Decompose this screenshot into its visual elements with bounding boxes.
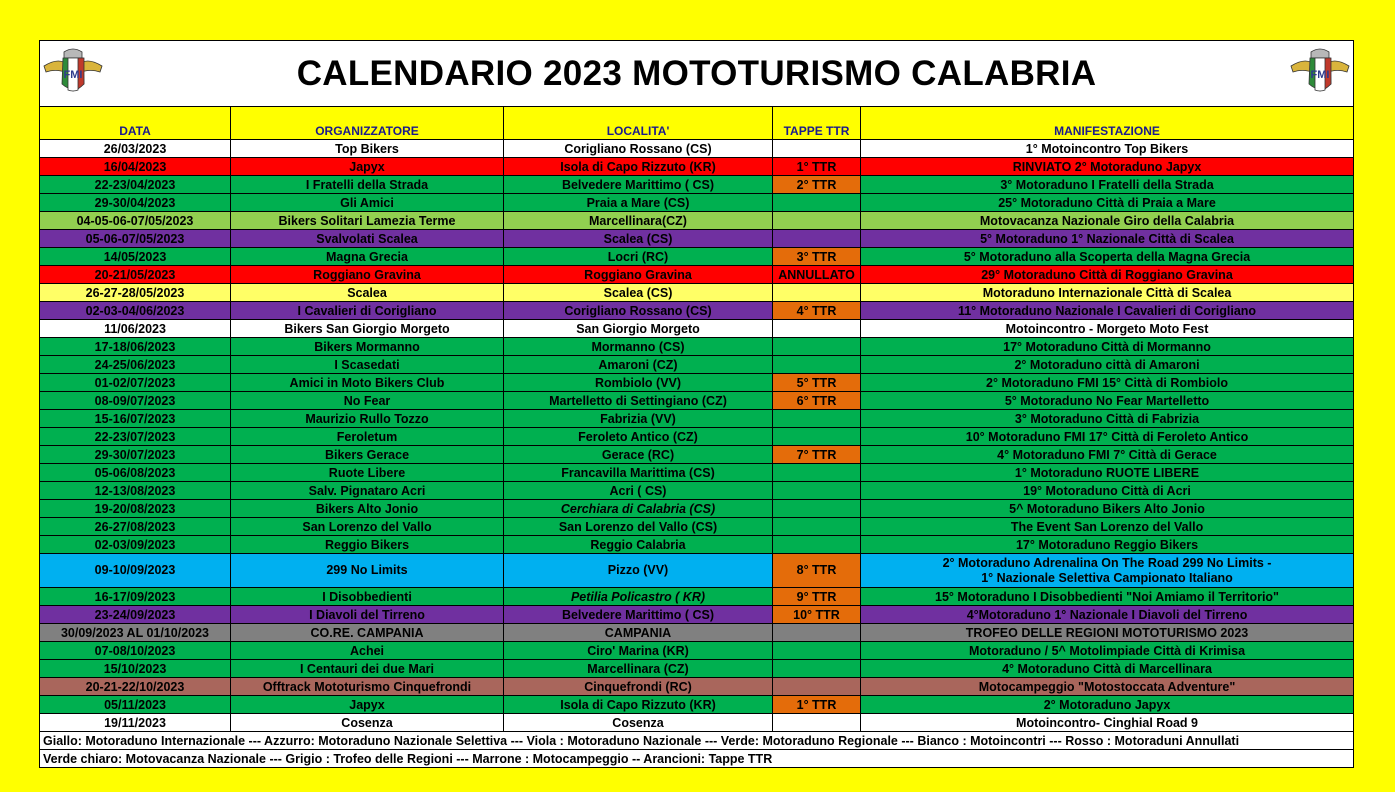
event-cell: 1° Motoincontro Top Bikers xyxy=(861,140,1354,158)
table-row xyxy=(40,696,1354,714)
table-row xyxy=(40,284,1354,302)
date-cell: 24-25/06/2023 xyxy=(40,356,231,374)
ttr-cell xyxy=(773,714,861,732)
location-cell: Scalea (CS) xyxy=(504,230,773,248)
legend-text: Verde chiaro: Motovacanza Nazionale --- Grigio : Trofeo delle Regioni --- Marrone : Motocampeggio -- Arancioni: Tappe TTR xyxy=(40,750,1354,768)
table-row xyxy=(40,660,1354,678)
location-cell: Locri (RC) xyxy=(504,248,773,266)
organizer-cell: I Centauri dei due Mari xyxy=(231,660,504,678)
location-cell: Isola di Capo Rizzuto (KR) xyxy=(504,696,773,714)
table-row xyxy=(40,374,1354,392)
organizer-cell: Roggiano Gravina xyxy=(231,266,504,284)
ttr-cell: 6° TTR xyxy=(773,392,861,410)
header-tappe-ttr: TAPPE TTR xyxy=(773,107,861,140)
date-cell: 22-23/04/2023 xyxy=(40,176,231,194)
date-cell: 29-30/04/2023 xyxy=(40,194,231,212)
organizer-cell: CO.RE. CAMPANIA xyxy=(231,624,504,642)
ttr-cell xyxy=(773,356,861,374)
organizer-cell: San Lorenzo del Vallo xyxy=(231,518,504,536)
ttr-cell xyxy=(773,642,861,660)
organizer-cell: I Diavoli del Tirreno xyxy=(231,606,504,624)
date-cell: 05-06/08/2023 xyxy=(40,464,231,482)
table-row xyxy=(40,606,1354,624)
organizer-cell: Achei xyxy=(231,642,504,660)
ttr-cell: 7° TTR xyxy=(773,446,861,464)
event-cell: 10° Motoraduno FMI 17° Città di Feroleto Antico xyxy=(861,428,1354,446)
location-cell: Corigliano Rossano (CS) xyxy=(504,140,773,158)
location-cell: Francavilla Marittima (CS) xyxy=(504,464,773,482)
location-cell: Marcellinara (CZ) xyxy=(504,660,773,678)
ttr-cell: 5° TTR xyxy=(773,374,861,392)
event-cell: 2° Motoraduno città di Amaroni xyxy=(861,356,1354,374)
location-cell: Belvedere Marittimo ( CS) xyxy=(504,606,773,624)
location-cell: Fabrizia (VV) xyxy=(504,410,773,428)
date-cell: 16/04/2023 xyxy=(40,158,231,176)
location-cell: Praia a Mare (CS) xyxy=(504,194,773,212)
table-row xyxy=(40,302,1354,320)
header-localita: LOCALITA' xyxy=(504,107,773,140)
organizer-cell: Scalea xyxy=(231,284,504,302)
table-row xyxy=(40,500,1354,518)
table-row xyxy=(40,176,1354,194)
ttr-cell xyxy=(773,320,861,338)
date-cell: 30/09/2023 AL 01/10/2023 xyxy=(40,624,231,642)
date-cell: 26/03/2023 xyxy=(40,140,231,158)
ttr-cell xyxy=(773,678,861,696)
ttr-cell xyxy=(773,518,861,536)
ttr-cell: 10° TTR xyxy=(773,606,861,624)
table-row xyxy=(40,536,1354,554)
location-cell: Rombiolo (VV) xyxy=(504,374,773,392)
event-cell: 2° Motoraduno FMI 15° Città di Rombiolo xyxy=(861,374,1354,392)
organizer-cell: Salv. Pignataro Acri xyxy=(231,482,504,500)
ttr-cell xyxy=(773,194,861,212)
ttr-cell xyxy=(773,464,861,482)
organizer-cell: Japyx xyxy=(231,696,504,714)
location-cell: Martelletto di Settingiano (CZ) xyxy=(504,392,773,410)
ttr-cell xyxy=(773,140,861,158)
table-row xyxy=(40,624,1354,642)
date-cell: 19/11/2023 xyxy=(40,714,231,732)
event-cell: Motoincontro - Morgeto Moto Fest xyxy=(861,320,1354,338)
date-cell: 17-18/06/2023 xyxy=(40,338,231,356)
event-cell: 1° Motoraduno RUOTE LIBERE xyxy=(861,464,1354,482)
event-cell: 5° Motoraduno alla Scoperta della Magna Grecia xyxy=(861,248,1354,266)
date-cell: 02-03/09/2023 xyxy=(40,536,231,554)
date-cell: 16-17/09/2023 xyxy=(40,588,231,606)
organizer-cell: I Scasedati xyxy=(231,356,504,374)
date-cell: 15-16/07/2023 xyxy=(40,410,231,428)
ttr-cell xyxy=(773,428,861,446)
event-cell: 5^ Motoraduno Bikers Alto Jonio xyxy=(861,500,1354,518)
legend-row xyxy=(40,732,1354,750)
table-row xyxy=(40,140,1354,158)
organizer-cell: Bikers San Giorgio Morgeto xyxy=(231,320,504,338)
ttr-cell xyxy=(773,482,861,500)
location-cell: Ciro' Marina (KR) xyxy=(504,642,773,660)
location-cell: Petilia Policastro ( KR) xyxy=(504,588,773,606)
organizer-cell: Bikers Alto Jonio xyxy=(231,500,504,518)
event-cell xyxy=(861,554,1354,588)
ttr-cell xyxy=(773,624,861,642)
ttr-cell: 1° TTR xyxy=(773,158,861,176)
organizer-cell: Top Bikers xyxy=(231,140,504,158)
date-cell: 19-20/08/2023 xyxy=(40,500,231,518)
event-cell: RINVIATO 2° Motoraduno Japyx xyxy=(861,158,1354,176)
ttr-cell xyxy=(773,284,861,302)
event-cell: Motoraduno Internazionale Città di Scalea xyxy=(861,284,1354,302)
event-cell: 29° Motoraduno Città di Roggiano Gravina xyxy=(861,266,1354,284)
date-cell: 08-09/07/2023 xyxy=(40,392,231,410)
location-cell: Pizzo (VV) xyxy=(504,554,773,588)
event-line: 2° Motoraduno Adrenalina On The Road 299 No Limits - xyxy=(861,556,1353,571)
location-cell: Belvedere Marittimo ( CS) xyxy=(504,176,773,194)
date-cell: 14/05/2023 xyxy=(40,248,231,266)
location-cell: San Lorenzo del Vallo (CS) xyxy=(504,518,773,536)
date-cell: 02-03-04/06/2023 xyxy=(40,302,231,320)
event-cell: The Event San Lorenzo del Vallo xyxy=(861,518,1354,536)
location-cell: Isola di Capo Rizzuto (KR) xyxy=(504,158,773,176)
event-cell: 5° Motoraduno 1° Nazionale Città di Scalea xyxy=(861,230,1354,248)
table-row xyxy=(40,554,1354,588)
table-row xyxy=(40,518,1354,536)
date-cell: 20-21/05/2023 xyxy=(40,266,231,284)
table-row xyxy=(40,230,1354,248)
event-line: 1° Nazionale Selettiva Campionato Italiano xyxy=(861,571,1353,586)
legend-text: Giallo: Motoraduno Internazionale --- Azzurro: Motoraduno Nazionale Selettiva --- Viola : Motoraduno Nazionale --- Verde: Motoraduno Regionale --- Bianco : Motoincontri --- Rosso : Motoraduni Annullati xyxy=(40,732,1354,750)
table-row xyxy=(40,642,1354,660)
bottom-spacer-cell xyxy=(40,768,1354,792)
ttr-cell xyxy=(773,536,861,554)
table-row xyxy=(40,410,1354,428)
location-cell: Cinquefrondi (RC) xyxy=(504,678,773,696)
location-cell: Gerace (RC) xyxy=(504,446,773,464)
organizer-cell: I Fratelli della Strada xyxy=(231,176,504,194)
date-cell: 09-10/09/2023 xyxy=(40,554,231,588)
table-row xyxy=(40,356,1354,374)
organizer-cell: Feroletum xyxy=(231,428,504,446)
date-cell: 20-21-22/10/2023 xyxy=(40,678,231,696)
location-cell: Marcellinara(CZ) xyxy=(504,212,773,230)
ttr-cell: 4° TTR xyxy=(773,302,861,320)
location-cell: Feroleto Antico (CZ) xyxy=(504,428,773,446)
date-cell: 04-05-06-07/05/2023 xyxy=(40,212,231,230)
organizer-cell: Ruote Libere xyxy=(231,464,504,482)
event-cell: 17° Motoraduno Reggio Bikers xyxy=(861,536,1354,554)
location-cell: Scalea (CS) xyxy=(504,284,773,302)
ttr-cell: ANNULLATO xyxy=(773,266,861,284)
page-title: CALENDARIO 2023 MOTOTURISMO CALABRIA xyxy=(40,41,1354,107)
bottom-spacer xyxy=(40,768,1354,792)
ttr-cell xyxy=(773,212,861,230)
event-cell: Motovacanza Nazionale Giro della Calabria xyxy=(861,212,1354,230)
organizer-cell: Gli Amici xyxy=(231,194,504,212)
table-row xyxy=(40,678,1354,696)
location-cell: Amaroni (CZ) xyxy=(504,356,773,374)
organizer-cell: Magna Grecia xyxy=(231,248,504,266)
header-manifestazione: MANIFESTAZIONE xyxy=(861,107,1354,140)
date-cell: 29-30/07/2023 xyxy=(40,446,231,464)
header-data: DATA xyxy=(40,107,231,140)
date-cell: 07-08/10/2023 xyxy=(40,642,231,660)
location-cell: Cerchiara di Calabria (CS) xyxy=(504,500,773,518)
date-cell: 23-24/09/2023 xyxy=(40,606,231,624)
date-cell: 26-27/08/2023 xyxy=(40,518,231,536)
organizer-cell: Offtrack Mototurismo Cinquefrondi xyxy=(231,678,504,696)
organizer-cell: Reggio Bikers xyxy=(231,536,504,554)
event-cell: 25° Motoraduno Città di Praia a Mare xyxy=(861,194,1354,212)
location-cell: Acri ( CS) xyxy=(504,482,773,500)
location-cell: Mormanno (CS) xyxy=(504,338,773,356)
organizer-cell: I Cavalieri di Corigliano xyxy=(231,302,504,320)
table-row xyxy=(40,158,1354,176)
table-row xyxy=(40,714,1354,732)
table-row xyxy=(40,320,1354,338)
organizer-cell: No Fear xyxy=(231,392,504,410)
date-cell: 15/10/2023 xyxy=(40,660,231,678)
ttr-cell xyxy=(773,230,861,248)
event-cell: TROFEO DELLE REGIONI MOTOTURISMO 2023 xyxy=(861,624,1354,642)
event-cell: 19° Motoraduno Città di Acri xyxy=(861,482,1354,500)
fmi-logo-right-icon xyxy=(1289,44,1351,96)
location-cell: Reggio Calabria xyxy=(504,536,773,554)
location-cell: Cosenza xyxy=(504,714,773,732)
organizer-cell: Svalvolati Scalea xyxy=(231,230,504,248)
organizer-cell: I Disobbedienti xyxy=(231,588,504,606)
table-row xyxy=(40,482,1354,500)
date-cell: 05/11/2023 xyxy=(40,696,231,714)
date-cell: 26-27-28/05/2023 xyxy=(40,284,231,302)
date-cell: 11/06/2023 xyxy=(40,320,231,338)
event-cell: 3° Motoraduno I Fratelli della Strada xyxy=(861,176,1354,194)
fmi-logo-text: FMI xyxy=(64,69,83,81)
table-row xyxy=(40,446,1354,464)
event-cell: 17° Motoraduno Città di Mormanno xyxy=(861,338,1354,356)
organizer-cell: Japyx xyxy=(231,158,504,176)
organizer-cell: Bikers Solitari Lamezia Terme xyxy=(231,212,504,230)
header-row xyxy=(40,107,1354,140)
date-cell: 01-02/07/2023 xyxy=(40,374,231,392)
event-cell: 4° Motoraduno FMI 7° Città di Gerace xyxy=(861,446,1354,464)
date-cell: 12-13/08/2023 xyxy=(40,482,231,500)
organizer-cell: Bikers Gerace xyxy=(231,446,504,464)
table-row xyxy=(40,428,1354,446)
table-row xyxy=(40,248,1354,266)
ttr-cell xyxy=(773,338,861,356)
organizer-cell: Cosenza xyxy=(231,714,504,732)
ttr-cell xyxy=(773,660,861,678)
ttr-cell: 2° TTR xyxy=(773,176,861,194)
location-cell: San Giorgio Morgeto xyxy=(504,320,773,338)
table-row xyxy=(40,338,1354,356)
title-row xyxy=(40,41,1354,107)
ttr-cell xyxy=(773,500,861,518)
table-row xyxy=(40,588,1354,606)
calendar-table xyxy=(39,40,1354,792)
date-cell: 22-23/07/2023 xyxy=(40,428,231,446)
ttr-cell: 1° TTR xyxy=(773,696,861,714)
event-cell: 4° Motoraduno Città di Marcellinara xyxy=(861,660,1354,678)
location-cell: Corigliano Rossano (CS) xyxy=(504,302,773,320)
ttr-cell: 8° TTR xyxy=(773,554,861,588)
event-cell: 11° Motoraduno Nazionale I Cavalieri di Corigliano xyxy=(861,302,1354,320)
event-cell: Motocampeggio "Motostoccata Adventure" xyxy=(861,678,1354,696)
header-organizzatore: ORGANIZZATORE xyxy=(231,107,504,140)
fmi-logo-text: FMI xyxy=(1311,69,1330,81)
fmi-logo-left-icon xyxy=(42,44,104,96)
event-cell: 2° Motoraduno Japyx xyxy=(861,696,1354,714)
location-cell: CAMPANIA xyxy=(504,624,773,642)
event-cell: Motoincontro- Cinghial Road 9 xyxy=(861,714,1354,732)
date-cell: 05-06-07/05/2023 xyxy=(40,230,231,248)
organizer-cell: Amici in Moto Bikers Club xyxy=(231,374,504,392)
organizer-cell: 299 No Limits xyxy=(231,554,504,588)
ttr-cell: 3° TTR xyxy=(773,248,861,266)
location-cell: Roggiano Gravina xyxy=(504,266,773,284)
event-cell: Motoraduno / 5^ Motolimpiade Città di Krimisa xyxy=(861,642,1354,660)
table-row xyxy=(40,464,1354,482)
table-row xyxy=(40,212,1354,230)
table-row xyxy=(40,194,1354,212)
organizer-cell: Bikers Mormanno xyxy=(231,338,504,356)
organizer-cell: Maurizio Rullo Tozzo xyxy=(231,410,504,428)
event-cell: 4°Motoraduno 1° Nazionale I Diavoli del Tirreno xyxy=(861,606,1354,624)
table-row xyxy=(40,266,1354,284)
event-cell: 3° Motoraduno Città di Fabrizia xyxy=(861,410,1354,428)
ttr-cell: 9° TTR xyxy=(773,588,861,606)
legend-row xyxy=(40,750,1354,768)
event-cell: 5° Motoraduno No Fear Martelletto xyxy=(861,392,1354,410)
ttr-cell xyxy=(773,410,861,428)
table-row xyxy=(40,392,1354,410)
event-cell: 15° Motoraduno I Disobbedienti "Noi Amiamo il Territorio" xyxy=(861,588,1354,606)
